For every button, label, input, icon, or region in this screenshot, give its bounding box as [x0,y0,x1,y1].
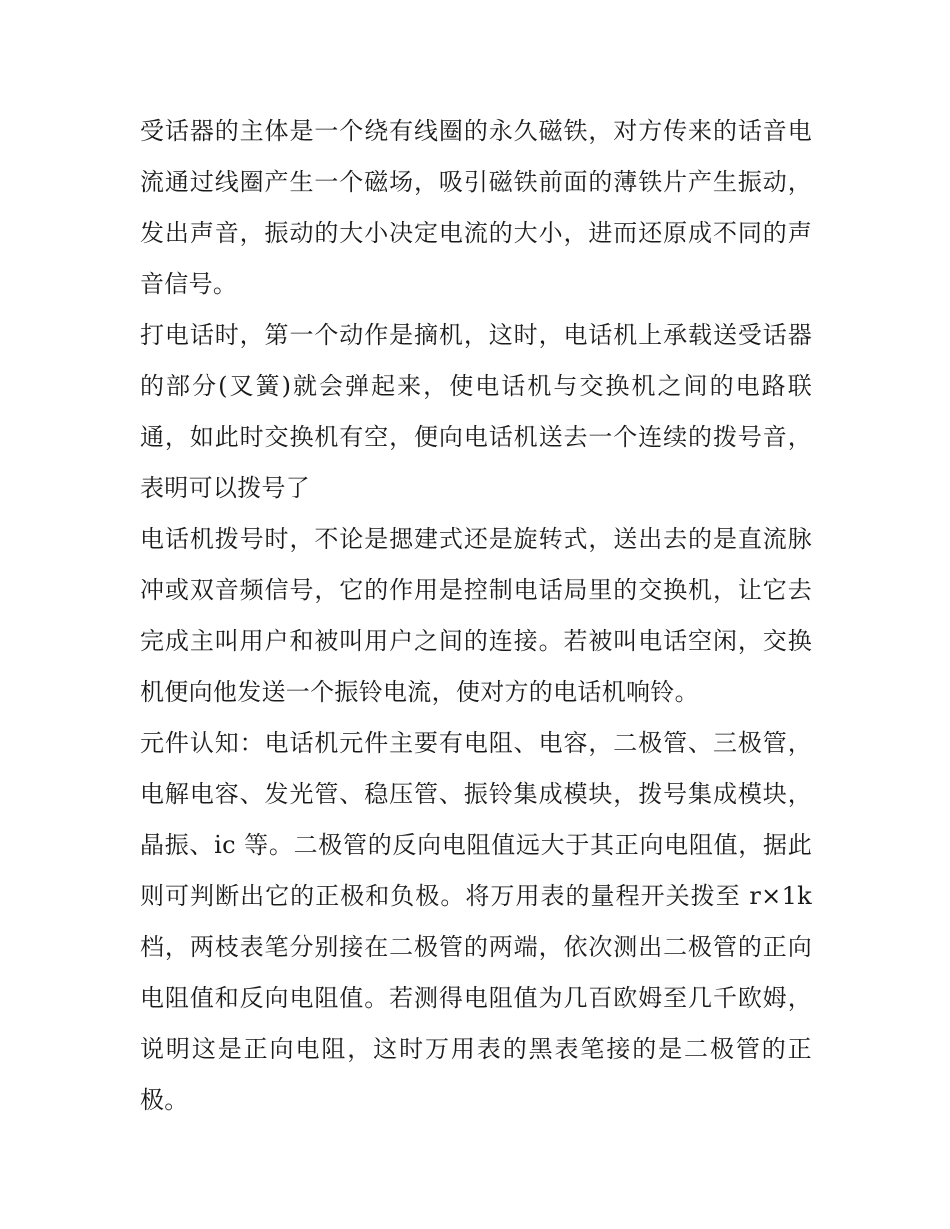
text-line: 音信号。 [140,270,238,298]
text-line: 通，如此时交换机有空，便向电话机送去一个连续的拨号音， [140,423,812,451]
text-line: 电阻值和反向电阻值。若测得电阻值为几百欧姆至几千欧姆， [140,984,812,1012]
paragraph-components [140,718,812,1126]
text-line: 晶振、ic 等。二极管的反向电阻值远大于其正向电阻值，据此 [140,831,812,859]
paragraph-receiver [140,106,812,310]
text-line: 流通过线圈产生一个磁场，吸引磁铁前面的薄铁片产生振动， [140,168,812,196]
paragraph-dialing [140,514,812,718]
text-line: 档，两枝表笔分别接在二极管的两端，依次测出二极管的正向 [140,933,812,961]
text-line: 完成主叫用户和被叫用户之间的连接。若被叫电话空闲，交换 [140,627,812,655]
text-line: 电话机拨号时，不论是揌建式还是旋转式，送出去的是直流脉 [140,525,812,553]
text-line: 电解电容、发光管、稳压管、振铃集成模块，拨号集成模块， [140,780,812,808]
text-line: 极。 [140,1086,189,1114]
text-line: 的部分(叉簧)就会弹起来，使电话机与交换机之间的电路联 [140,372,812,400]
text-line: 表明可以拨号了 [140,474,311,502]
text-line: 冲或双音频信号，它的作用是控制电话局里的交换机，让它去 [140,576,812,604]
text-line: 发出声音，振动的大小决定电流的大小，进而还原成不同的声 [140,219,812,247]
text-line: 元件认知：电话机元件主要有电阻、电容，二极管、三极管， [140,729,812,757]
paragraph-calling [140,310,812,514]
text-line: 说明这是正向电阻，这时万用表的黑表笔接的是二极管的正 [140,1035,812,1063]
text-line: 机便向他发送一个振铃电流，使对方的电话机响铃。 [140,678,699,706]
document-body [140,106,812,1126]
text-line: 打电话时，第一个动作是摘机，这时，电话机上承载送受话器 [140,321,812,349]
text-line: 则可判断出它的正极和负极。将万用表的量程开关拨至 r×1k [140,882,812,910]
text-line: 受话器的主体是一个绕有线圈的永久磁铁，对方传来的话音电 [140,117,812,145]
